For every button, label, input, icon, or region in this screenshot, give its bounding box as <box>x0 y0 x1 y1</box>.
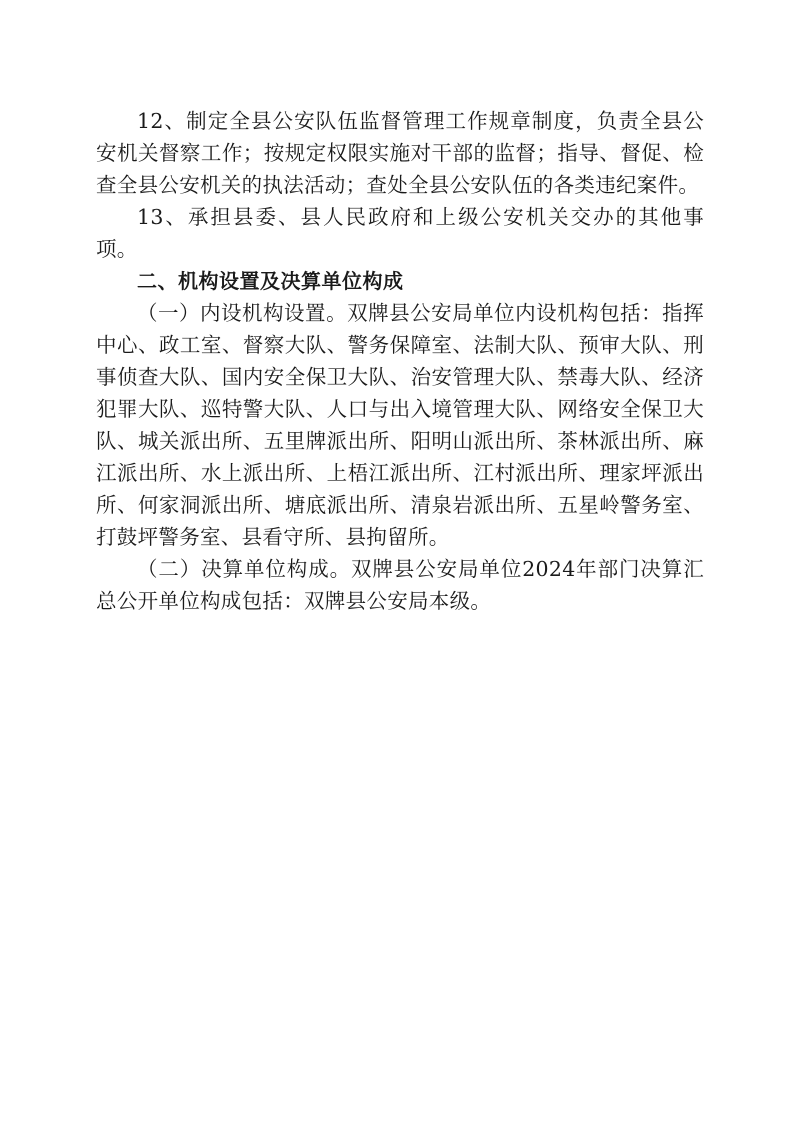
paragraph-budget-units: （二）决算单位构成。双牌县公安局单位2024年部门决算汇总公开单位构成包括：双牌县公安局本级。 <box>96 557 704 613</box>
paragraph-item-13: 13、承担县委、县人民政府和上级公安机关交办的其他事项。 <box>96 205 704 261</box>
document-page <box>96 105 704 617</box>
paragraph-internal-structure: （一）内设机构设置。双牌县公安局单位内设机构包括：指挥中心、政工室、督察大队、警务保障室、法制大队、预审大队、刑事侦查大队、国内安全保卫大队、治安管理大队、禁毒大队、经济犯罪大队、巡特警大队、人口与出入境管理大队、网络安全保卫大队、城关派出所、五里牌派出所、阳明山派出所、茶林派出所、麻江派出所、水上派出所、上梧江派出所、江村派出所、理家坪派出所、何家洞派出所、塘底派出所、清泉岩派出所、五星岭警务室、打鼓坪警务室、县看守所、县拘留所。 <box>96 301 704 549</box>
section-heading: 二、机构设置及决算单位构成 <box>137 269 404 293</box>
paragraph-item-12: 12、制定全县公安队伍监督管理工作规章制度，负责全县公安机关督察工作；按规定权限实施对干部的监督；指导、督促、检查全县公安机关的执法活动；查处全县公安队伍的各类违纪案件。 <box>96 109 704 197</box>
